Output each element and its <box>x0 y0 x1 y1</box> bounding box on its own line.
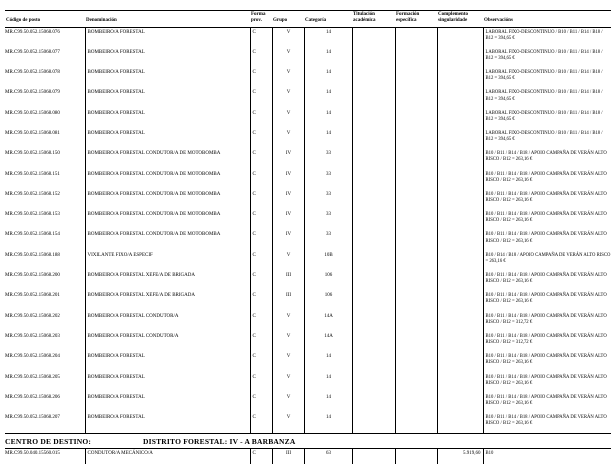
cell-denominacion: BOMBEIRO/A FORESTAL CONDUTOR/A <box>85 312 250 332</box>
cell-titulacion <box>352 170 395 190</box>
table-row <box>5 68 611 88</box>
cell-titulacion <box>352 393 395 413</box>
cell-forma: C <box>250 332 272 352</box>
cell-denominacion: BOMBEIRO/A FORESTAL <box>85 393 250 413</box>
cell-forma: C <box>250 271 272 291</box>
cell-forma: C <box>250 129 272 149</box>
cell-comp <box>437 251 483 271</box>
cell-categoria: 14 <box>304 373 352 393</box>
cell-titulacion <box>352 109 395 129</box>
cell-denominacion: BOMBEIRO/A FORESTAL <box>85 129 250 149</box>
cell-denominacion: CONDUTOR/A MECÁNICO/A <box>85 449 250 464</box>
cell-formacion <box>395 251 437 271</box>
cell-categoria: 106 <box>304 291 352 311</box>
cell-formacion <box>395 149 437 169</box>
cell-codigo: MR.C99.50.052.15068.201 <box>5 293 60 299</box>
cell-codigo: MR.C99.50.052.15068.204 <box>5 354 60 360</box>
cell-denominacion: BOMBEIRO/A FORESTAL <box>85 109 250 129</box>
cell-titulacion <box>352 68 395 88</box>
cell-formacion <box>395 129 437 149</box>
cell-forma: C <box>250 170 272 190</box>
cell-codigo: MR.C99.50.052.15068.151 <box>5 171 60 177</box>
table-row <box>5 149 611 169</box>
cell-categoria: 106 <box>304 271 352 291</box>
table-row <box>5 88 611 108</box>
column-header-denominacion: Denominación <box>86 18 117 24</box>
cell-grupo: V <box>272 352 304 372</box>
cell-titulacion <box>352 129 395 149</box>
column-header-obs: Observacións <box>484 18 513 24</box>
cell-categoria: 14 <box>304 48 352 68</box>
cell-forma: C <box>250 149 272 169</box>
cell-codigo: MR.C99.50.052.15068.200 <box>5 273 60 279</box>
cell-comp <box>437 48 483 68</box>
column-header-categoria: Categoría <box>305 18 327 24</box>
cell-titulacion <box>352 312 395 332</box>
column-header-comp: Complemento singularidade <box>438 12 468 24</box>
cell-forma: C <box>250 373 272 393</box>
cell-formacion <box>395 190 437 210</box>
table-row <box>5 352 611 372</box>
cell-formacion <box>395 68 437 88</box>
cell-categoria: 14 <box>304 413 352 434</box>
cell-obs: B10 / B11 / B14 / B18 / APOIO CAMPAÑA DE VERÁN ALTO RISCO / B12 = 263,16 € <box>483 230 611 250</box>
cell-denominacion: BOMBEIRO/A FORESTAL CONDUTOR/A DE MOTOBOMBA <box>85 149 250 169</box>
cell-forma: C <box>250 291 272 311</box>
cell-titulacion <box>352 352 395 372</box>
cell-denominacion: BOMBEIRO/A FORESTAL <box>85 88 250 108</box>
cell-obs: B10 / B11 / B14 / B18 / APOIO CAMPAÑA DE VERÁN ALTO RISCO / B12 = 263,16 € <box>483 271 611 291</box>
cell-formacion <box>395 291 437 311</box>
cell-formacion <box>395 271 437 291</box>
cell-grupo: V <box>272 88 304 108</box>
cell-categoria: 14 <box>304 393 352 413</box>
cell-categoria: 14A <box>304 332 352 352</box>
cell-titulacion <box>352 230 395 250</box>
cell-grupo: III <box>272 449 304 464</box>
cell-codigo: MR.C99.50.052.15068.205 <box>5 374 60 380</box>
cell-titulacion <box>352 271 395 291</box>
cell-categoria: 33 <box>304 230 352 250</box>
cell-comp <box>437 332 483 352</box>
cell-formacion <box>395 48 437 68</box>
cell-denominacion: BOMBEIRO/A FORESTAL <box>85 27 250 48</box>
cell-titulacion <box>352 149 395 169</box>
cell-grupo: V <box>272 251 304 271</box>
cell-codigo: MR.C99.50.052.15068.081 <box>5 130 60 136</box>
cell-forma: C <box>250 312 272 332</box>
cell-denominacion: BOMBEIRO/A FORESTAL <box>85 68 250 88</box>
cell-grupo: V <box>272 393 304 413</box>
cell-formacion <box>395 210 437 230</box>
table-row <box>5 27 611 48</box>
cell-grupo: III <box>272 271 304 291</box>
cell-formacion <box>395 109 437 129</box>
cell-formacion <box>395 332 437 352</box>
centro-destino-header <box>5 434 611 449</box>
cell-categoria: 14 <box>304 129 352 149</box>
table-row <box>5 312 611 332</box>
table-row <box>5 251 611 271</box>
cell-forma: C <box>250 251 272 271</box>
cell-comp <box>437 190 483 210</box>
cell-grupo: V <box>272 332 304 352</box>
cell-codigo: MR.C99.50.052.15068.077 <box>5 49 60 55</box>
cell-formacion <box>395 312 437 332</box>
cell-denominacion: BOMBEIRO/A FORESTAL CONDUTOR/A <box>85 332 250 352</box>
cell-codigo: MR.C99.50.052.15068.153 <box>5 212 60 218</box>
cell-codigo: MR.C99.50.052.15068.202 <box>5 313 60 319</box>
cell-titulacion <box>352 449 395 464</box>
cell-titulacion <box>352 251 395 271</box>
cell-categoria: 33 <box>304 149 352 169</box>
cell-grupo: V <box>272 48 304 68</box>
cell-categoria: 33 <box>304 210 352 230</box>
cell-codigo: MR.C99.50.052.15068.206 <box>5 394 60 400</box>
table-row <box>5 393 611 413</box>
cell-forma: C <box>250 449 272 464</box>
cell-titulacion <box>352 190 395 210</box>
cell-forma: C <box>250 210 272 230</box>
cell-comp <box>437 149 483 169</box>
table-row <box>5 271 611 291</box>
cell-denominacion: BOMBEIRO/A FORESTAL <box>85 48 250 68</box>
cell-obs: LABORAL FIXO-DESCONTINUO / B10 / B11 / B14 / B18 / B12 = 394,65 € <box>483 129 611 149</box>
cell-grupo: IV <box>272 230 304 250</box>
centro-destino-label: CENTRO DE DESTINO: <box>5 437 92 447</box>
table-row <box>5 109 611 129</box>
cell-grupo: V <box>272 129 304 149</box>
cell-forma: C <box>250 190 272 210</box>
cell-codigo: MR.C99.50.052.15068.154 <box>5 232 60 238</box>
cell-grupo: V <box>272 312 304 332</box>
cell-titulacion <box>352 48 395 68</box>
cell-formacion <box>395 170 437 190</box>
cell-obs: B10 / B11 / B14 / B18 / APOIO CAMPAÑA DE VERÁN ALTO RISCO / B12 = 263,16 € <box>483 190 611 210</box>
cell-grupo: V <box>272 68 304 88</box>
cell-titulacion <box>352 413 395 434</box>
cell-obs: LABORAL FIXO-DESCONTINUO / B10 / B11 / B14 / B18 / B12 = 394,65 € <box>483 68 611 88</box>
cell-comp <box>437 68 483 88</box>
cell-denominacion: BOMBEIRO/A FORESTAL XEFE/A DE BRIGADA <box>85 291 250 311</box>
cell-obs: B10 / B14 / B18 / APOIO CAMPAÑA DE VERÁN ALTO RISCO = 263,16 € <box>483 251 611 271</box>
cell-grupo: IV <box>272 190 304 210</box>
cell-forma: C <box>250 48 272 68</box>
posts-table <box>5 10 611 434</box>
cell-obs: B10 / B11 / B14 / B18 / APOIO CAMPAÑA DE VERÁN ALTO RISCO / B12 = 263,16 € <box>483 170 611 190</box>
cell-categoria: 33 <box>304 190 352 210</box>
column-header-titulacion: Titulación académica <box>353 12 376 24</box>
cell-obs: B10 / B11 / B14 / B18 / APOIO CAMPAÑA DE VERÁN ALTO RISCO / B12 = 263,16 € <box>483 149 611 169</box>
cell-obs: LABORAL FIXO-DESCONTINUO / B10 / B11 / B14 / B18 / B12 = 394,65 € <box>483 109 611 129</box>
cell-forma: C <box>250 88 272 108</box>
cell-comp <box>437 291 483 311</box>
cell-denominacion: BOMBEIRO/A FORESTAL CONDUTOR/A DE MOTOBOMBA <box>85 190 250 210</box>
cell-titulacion <box>352 88 395 108</box>
cell-obs: B10 / B11 / B14 / B18 / APOIO CAMPAÑA DE VERÁN ALTO RISCO / B12 = 263,16 € <box>483 352 611 372</box>
cell-categoria: 14 <box>304 68 352 88</box>
cell-obs: B10 / B11 / B14 / B18 / APOIO CAMPAÑA DE VERÁN ALTO RISCO / B12 = 312,72 € <box>483 312 611 332</box>
table-row <box>5 48 611 68</box>
cell-denominacion: BOMBEIRO/A FORESTAL <box>85 373 250 393</box>
cell-denominacion: BOMBEIRO/A FORESTAL CONDUTOR/A DE MOTOBOMBA <box>85 170 250 190</box>
cell-grupo: IV <box>272 210 304 230</box>
cell-formacion <box>395 373 437 393</box>
cell-obs: B10 / B11 / B14 / B18 / APOIO CAMPAÑA DE VERÁN ALTO RISCO / B12 = 263,16 € <box>483 413 611 434</box>
cell-titulacion <box>352 27 395 48</box>
cell-comp <box>437 373 483 393</box>
cell-comp <box>437 230 483 250</box>
cell-titulacion <box>352 291 395 311</box>
table-row <box>5 210 611 230</box>
cell-codigo: MR.C99.50.052.15068.150 <box>5 151 60 157</box>
table-row <box>5 373 611 393</box>
table-row <box>5 291 611 311</box>
cell-grupo: IV <box>272 149 304 169</box>
header-row <box>5 11 611 28</box>
cell-comp <box>437 271 483 291</box>
cell-grupo: V <box>272 413 304 434</box>
cell-comp <box>437 312 483 332</box>
cell-forma: C <box>250 352 272 372</box>
cell-obs: B10 <box>483 449 611 464</box>
cell-grupo: III <box>272 291 304 311</box>
table-row <box>5 230 611 250</box>
cell-titulacion <box>352 210 395 230</box>
cell-obs: B10 / B11 / B14 / B18 / APOIO CAMPAÑA DE VERÁN ALTO RISCO / B12 = 263,16 € <box>483 393 611 413</box>
cell-codigo: MR.C99.50.052.15068.203 <box>5 333 60 339</box>
cell-comp <box>437 109 483 129</box>
cell-codigo: MR.C99.50.052.15068.188 <box>5 252 60 258</box>
cell-obs: LABORAL FIXO-DESCONTINUO / B10 / B11 / B14 / B18 / B12 = 394,65 € <box>483 27 611 48</box>
cell-categoria: 14 <box>304 352 352 372</box>
cell-denominacion: BOMBEIRO/A FORESTAL <box>85 413 250 434</box>
cell-codigo: MR.C99.50.052.15068.076 <box>5 29 60 35</box>
cell-forma: C <box>250 68 272 88</box>
cell-comp <box>437 129 483 149</box>
cell-comp <box>437 27 483 48</box>
cell-denominacion: BOMBEIRO/A FORESTAL CONDUTOR/A DE MOTOBOMBA <box>85 210 250 230</box>
cell-grupo: V <box>272 27 304 48</box>
cell-titulacion <box>352 332 395 352</box>
cell-obs: LABORAL FIXO-DESCONTINUO / B10 / B11 / B14 / B18 / B12 = 394,65 € <box>483 88 611 108</box>
cell-grupo: V <box>272 109 304 129</box>
centro-destino-table <box>5 449 611 464</box>
cell-comp <box>437 210 483 230</box>
cell-grupo: V <box>272 373 304 393</box>
cell-codigo: MR.C99.50.052.15068.207 <box>5 415 60 421</box>
cell-comp <box>437 88 483 108</box>
cell-denominacion: VIXILANTE FIXO/A ESPECIF <box>85 251 250 271</box>
cell-categoria: 14 <box>304 27 352 48</box>
cell-comp <box>437 393 483 413</box>
cell-formacion <box>395 352 437 372</box>
cell-codigo: MR.C99.50.052.15068.079 <box>5 90 60 96</box>
cell-formacion <box>395 27 437 48</box>
cell-grupo: IV <box>272 170 304 190</box>
cell-codigo: MR.C99.50.040.15560.015 <box>5 451 60 457</box>
column-header-codigo: Código de posto <box>6 18 41 24</box>
cell-categoria: 14 <box>304 88 352 108</box>
cell-denominacion: BOMBEIRO/A FORESTAL CONDUTOR/A DE MOTOBOMBA <box>85 230 250 250</box>
cell-denominacion: BOMBEIRO/A FORESTAL <box>85 352 250 372</box>
cell-formacion <box>395 88 437 108</box>
table-row <box>5 332 611 352</box>
table-row <box>5 129 611 149</box>
cell-categoria: 63 <box>304 449 352 464</box>
table-row <box>5 449 611 464</box>
cell-comp <box>437 170 483 190</box>
cell-codigo: MR.C99.50.052.15068.080 <box>5 110 60 116</box>
table-row <box>5 413 611 434</box>
cell-comp: 5.919,60 <box>437 449 483 464</box>
cell-obs: B10 / B11 / B14 / B18 / APOIO CAMPAÑA DE VERÁN ALTO RISCO / B12 = 312,72 € <box>483 332 611 352</box>
table-row <box>5 190 611 210</box>
table-body <box>5 27 611 434</box>
cell-titulacion <box>352 373 395 393</box>
distrito-forestal-label: DISTRITO FORESTAL: IV - A BARBANZA <box>143 437 296 447</box>
cell-codigo: MR.C99.50.052.15068.078 <box>5 70 60 76</box>
footer-table-body <box>5 449 611 464</box>
column-header-formacion: Formación específica <box>396 12 420 24</box>
cell-forma: C <box>250 393 272 413</box>
cell-formacion <box>395 230 437 250</box>
column-header-forma: Forma prov. <box>251 12 266 24</box>
cell-categoria: 14 <box>304 109 352 129</box>
cell-obs: LABORAL FIXO-DESCONTINUO / B10 / B11 / B14 / B18 / B12 = 394,65 € <box>483 48 611 68</box>
cell-comp <box>437 413 483 434</box>
cell-categoria: 14A <box>304 312 352 332</box>
cell-categoria: 10B <box>304 251 352 271</box>
cell-comp <box>437 352 483 372</box>
cell-forma: C <box>250 413 272 434</box>
cell-formacion <box>395 449 437 464</box>
cell-obs: B10 / B11 / B14 / B18 / APOIO CAMPAÑA DE VERÁN ALTO RISCO / B12 = 263,16 € <box>483 373 611 393</box>
cell-denominacion: BOMBEIRO/A FORESTAL XEFE/A DE BRIGADA <box>85 271 250 291</box>
cell-forma: C <box>250 230 272 250</box>
cell-codigo: MR.C99.50.052.15068.152 <box>5 191 60 197</box>
cell-formacion <box>395 393 437 413</box>
cell-categoria: 33 <box>304 170 352 190</box>
column-header-grupo: Grupo <box>273 18 288 24</box>
cell-obs: B10 / B11 / B14 / B18 / APOIO CAMPAÑA DE VERÁN ALTO RISCO / B12 = 263,16 € <box>483 210 611 230</box>
cell-forma: C <box>250 109 272 129</box>
cell-forma: C <box>250 27 272 48</box>
cell-obs: B10 / B11 / B14 / B18 / APOIO CAMPAÑA DE VERÁN ALTO RISCO / B12 = 263,16 € <box>483 291 611 311</box>
table-row <box>5 170 611 190</box>
cell-formacion <box>395 413 437 434</box>
